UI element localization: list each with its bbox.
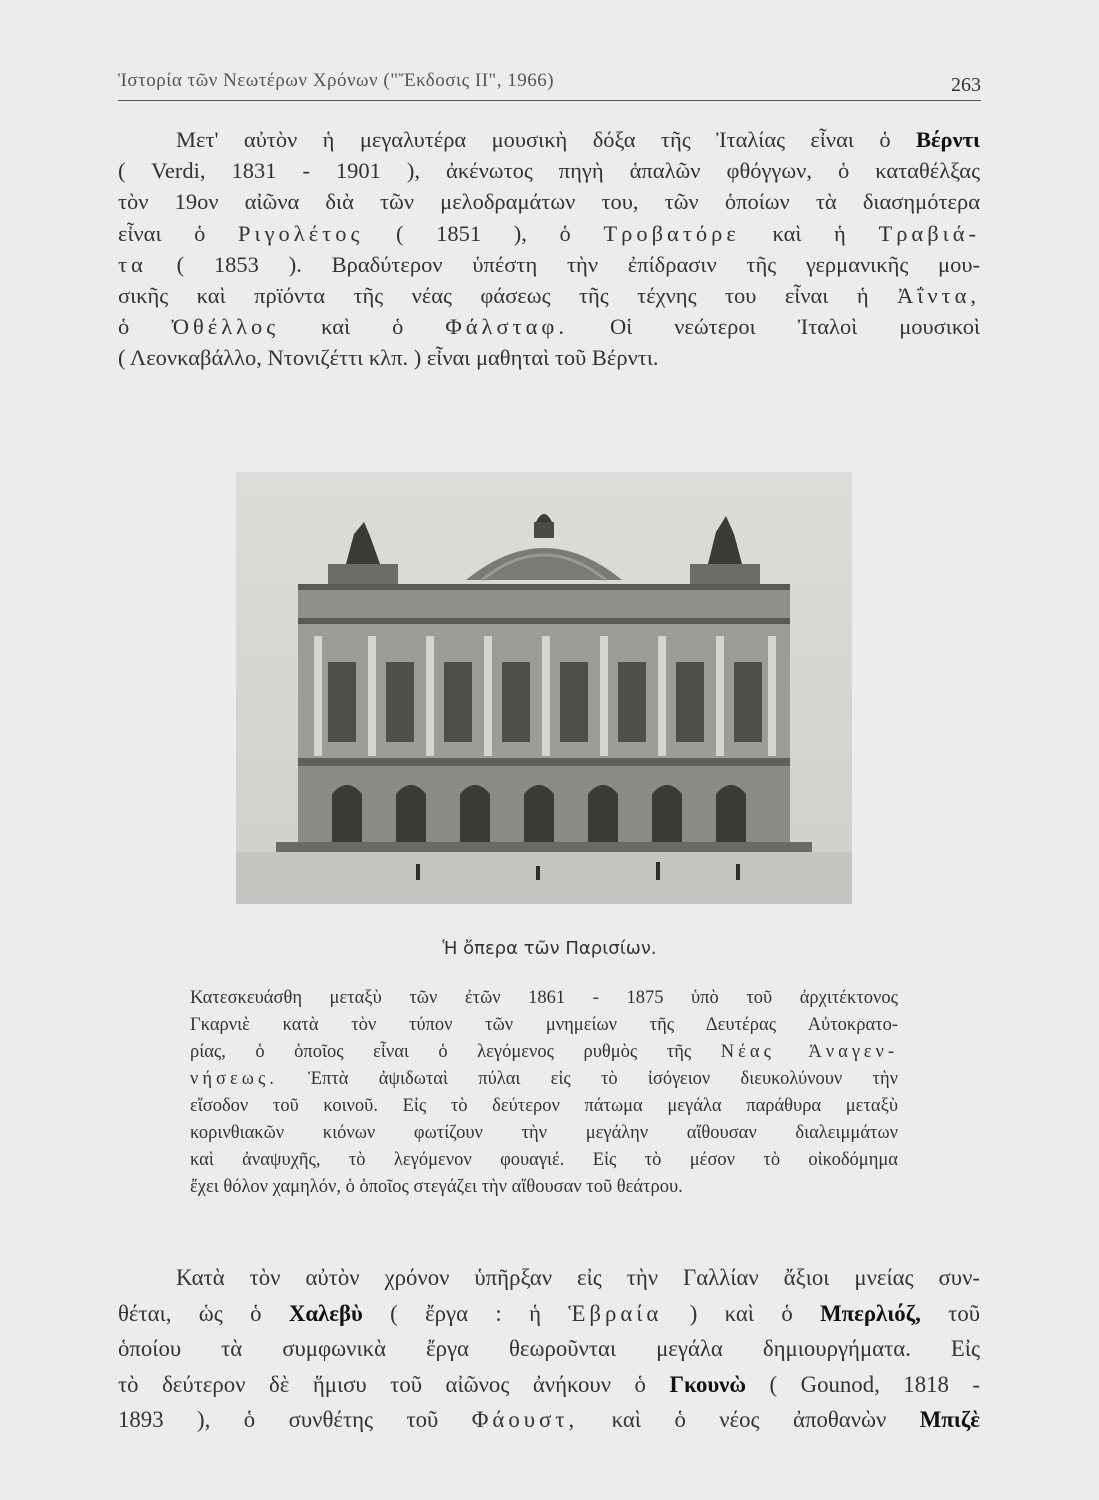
caption-line: ρίας, ὁ ὁποῖος εἶναι ὁ λεγόμενος ρυθμὸς τῆς Νέας Ἀναγεν- <box>190 1042 898 1062</box>
text-line: εἶναι ὁ Ριγολέτος ( 1851 ), ὁ Τροβατόρε καὶ ἡ Τραβιά- <box>118 220 980 246</box>
photo-caption <box>190 985 898 1201</box>
caption-line: ἔχει θόλον χαμηλόν, ὁ ὁποῖος στεγάζει τὴν αἴθουσαν τοῦ θεάτρου. <box>190 1177 683 1197</box>
caption-line: καὶ ἀναψυχῆς, τὸ λεγόμενον φουαγιέ. Εἰς τὸ μέσον τὸ οἰκοδόμημα <box>190 1150 898 1170</box>
page-number: 263 <box>951 74 981 96</box>
caption-line: Γκαρνιὲ κατὰ τὸν τύπον τῶν μνημείων τῆς Δευτέρας Αὐτοκρατο- <box>190 1015 898 1035</box>
text-line: ( Λεονκαβάλλο, Ντονιζέττι κλπ. ) εἶναι μαθηταὶ τοῦ Βέρντι. <box>118 345 659 371</box>
caption-line: κορινθιακῶν κιόνων φωτίζουν τὴν μεγάλην αἴθουσαν διαλειμμάτων <box>190 1123 898 1143</box>
text-line: τὸ δεύτερον δὲ ἥμισυ τοῦ αἰῶνος ἀνήκουν ὁ Γκουνὼ ( Gounod, 1818 - <box>118 1371 980 1397</box>
caption-line: Κατεσκευάσθη μεταξὺ τῶν ἐτῶν 1861 - 1875 ὑπὸ τοῦ ἀρχιτέκτονος <box>190 988 898 1008</box>
text-line: ( Verdi, 1831 - 1901 ), ἀκένωτος πηγὴ ἁπαλῶν φθόγγων, ὁ καταθέλξας <box>118 158 980 184</box>
caption-title: Ἡ ὄπερα τῶν Παρισίων. <box>442 938 657 959</box>
text-line: ὁποίου τὰ συμφωνικὰ ἔργα θεωροῦνται μεγάλα δημιουργήματα. Εἰς <box>118 1336 980 1361</box>
text-line: ὁ Ὀθέλλος καὶ ὁ Φάλσταφ. Οἱ νεώτεροι Ἰταλοὶ μουσικοὶ <box>118 314 980 340</box>
text-line: τα ( 1853 ). Βραδύτερον ὑπέστη τὴν ἐπίδρασιν τῆς γερμανικῆς μου- <box>118 251 980 277</box>
opera-building-illustration <box>236 472 852 904</box>
paris-opera-photo <box>236 472 852 904</box>
text-line: τὸν 19ον αἰῶνα διὰ τῶν μελοδραμάτων του, τῶν ὁποίων τὰ διασημότερα <box>118 189 980 215</box>
paragraph-french-composers <box>118 1260 980 1438</box>
text-line: Μετ' αὐτὸν ἡ μεγαλυτέρα μουσικὴ δόξα τῆς Ἰταλίας εἶναι ὁ Βέρντι <box>176 127 980 152</box>
running-title: Ἱστορία τῶν Νεωτέρων Χρόνων ("Ἔκδοσις ΙΙ", 1966) <box>118 70 555 91</box>
text-line: θέται, ὡς ὁ Χαλεβὺ ( ἔργα : ἡ Ἑβραία ) καὶ ὁ Μπερλιόζ, τοῦ <box>118 1300 981 1326</box>
text-line: Κατὰ τὸν αὐτὸν χρόνον ὑπῆρξαν εἰς τὴν Γαλλίαν ἄξιοι μνείας συν- <box>176 1265 980 1290</box>
text-line: σικῆς καὶ πρϊόντα τῆς νέας φάσεως τῆς τέχνης του εἶναι ἡ Ἀΐντα, <box>118 283 980 309</box>
text-line: 1893 ), ὁ συνθέτης τοῦ Φάουστ, καὶ ὁ νέος ἀποθανὼν Μπιζὲ <box>118 1407 980 1432</box>
caption-line: εἴσοδον τοῦ κοινοῦ. Εἰς τὸ δεύτερον πάτωμα μεγάλα παράθυρα μεταξὺ <box>190 1096 898 1116</box>
paragraph-verdi <box>118 124 980 374</box>
caption-line: νήσεως. Ἑπτὰ ἀψιδωταὶ πύλαι εἰς τὸ ἰσόγειον διευκολύνουν τὴν <box>190 1069 898 1089</box>
running-head <box>118 66 981 101</box>
